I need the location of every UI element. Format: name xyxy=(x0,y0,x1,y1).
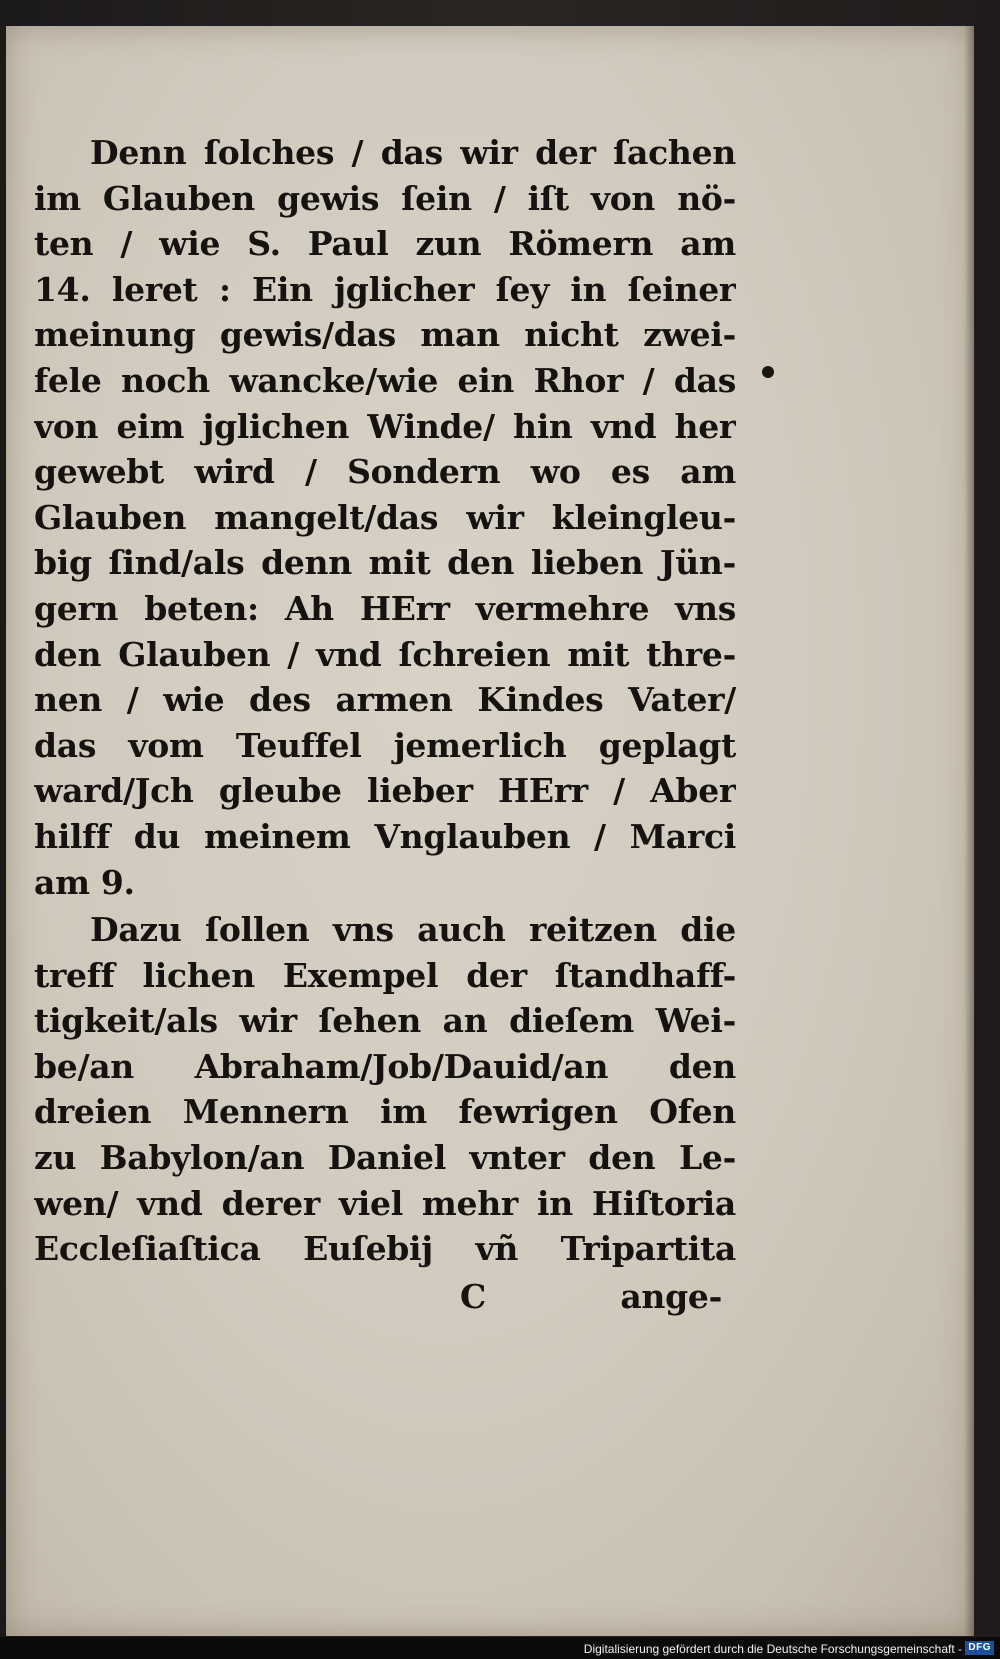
text-line: das vom Teuffel jemerlich geplagt xyxy=(34,725,736,765)
text-line: im Glauben gewis ſein / iſt von nö- xyxy=(34,178,736,218)
page-edge-shadow xyxy=(964,26,974,1636)
text-line: tigkeit/als wir ſehen an dieſem Wei- xyxy=(34,1001,736,1041)
text-line: 14. leret : Ein jglicher ſey in ſeiner xyxy=(34,269,736,309)
footer-credit: Digitalisierung gefördert durch die Deutsche Forschungsgemeinschaft - xyxy=(583,1642,962,1656)
text-line: von eim jglichen Winde/ hin vnd her xyxy=(34,406,736,446)
text-line: Denn ſolches / das wir der ſachen xyxy=(90,133,736,172)
text-line: nen / wie des armen Kindes Vater/ xyxy=(34,680,736,720)
text-line: dreien Mennern im fewrigen Ofen xyxy=(34,1092,736,1132)
dfg-logo-icon: DFG xyxy=(965,1641,994,1655)
catchword: ange- xyxy=(620,1276,722,1316)
text-line: am 9. xyxy=(34,862,135,902)
text-line: meinung gewis/das man nicht zwei- xyxy=(34,315,736,355)
text-line: ten / wie S. Paul zun Römern am xyxy=(34,224,736,264)
text-line: Dazu ſollen vns auch reitzen die xyxy=(90,910,736,950)
text-line: treff lichen Exempel der ſtandhaff- xyxy=(34,955,736,995)
text-line: den Glauben / vnd ſchreien mit thre- xyxy=(34,634,736,674)
signature-mark: C xyxy=(460,1276,486,1316)
text-line: Eccleſiaſtica Euſebij vñ Tripartita xyxy=(34,1229,736,1269)
text-line: fele noch wancke/wie ein Rhor / das xyxy=(34,360,736,400)
page-text xyxy=(34,130,736,1324)
margin-ink-dot xyxy=(762,366,774,378)
text-line: be/an Abraham/Job/Dauid/an den xyxy=(34,1046,736,1086)
signature-line xyxy=(34,1274,736,1324)
text-line: gewebt wird / Sondern wo es am xyxy=(34,452,736,492)
book-page xyxy=(6,26,974,1636)
footer-bar xyxy=(0,1637,1000,1659)
text-line: Glauben mangelt/das wir kleingleu- xyxy=(34,497,736,537)
text-line: zu Babylon/an Daniel vnter den Le- xyxy=(34,1138,736,1178)
text-line: big ſind/als denn mit den lieben Jün- xyxy=(34,543,736,583)
text-line: gern beten: Ah HErr vermehre vns xyxy=(34,588,736,628)
text-line: hilff du meinem Vnglauben / Marci xyxy=(34,816,736,856)
text-line: ward/Jch gleube lieber HErr / Aber xyxy=(34,771,736,811)
text-line: wen/ vnd derer viel mehr in Hiſtoria xyxy=(34,1183,736,1223)
